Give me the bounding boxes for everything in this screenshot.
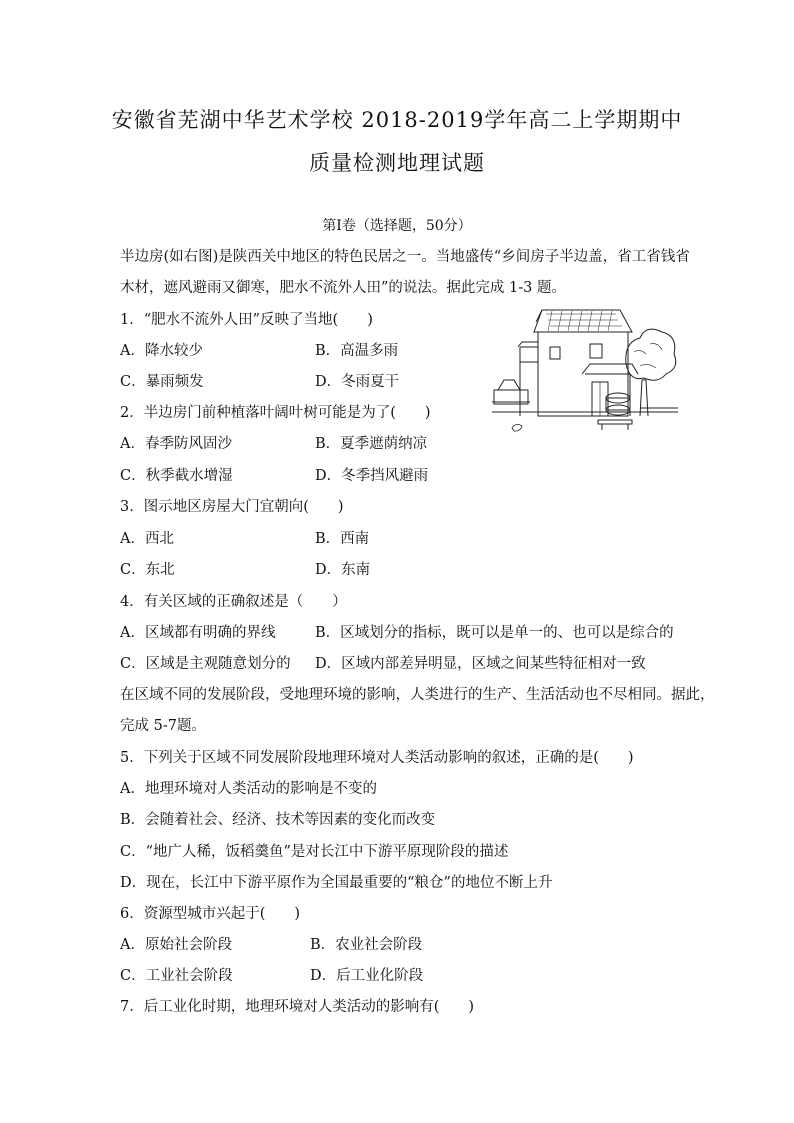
option-b: B．区域划分的指标，既可以是单一的、也可以是综合的: [315, 625, 674, 641]
option-a: A．西北: [120, 531, 174, 547]
option-c: C．“地广人稀，饭稻羹鱼”是对长江中下游平原现阶段的描述: [120, 844, 509, 860]
option-c: C．工业社会阶段: [120, 968, 233, 984]
option-a: A．降水较少: [120, 343, 203, 359]
option-a: A．地理环境对人类活动的影响是不变的: [120, 781, 377, 797]
question-stem: 7．后工业化时期，地理环境对人类活动的影响有( ): [120, 999, 475, 1015]
option-d: D．后工业化阶段: [310, 968, 424, 984]
option-a: A．春季防风固沙: [120, 436, 232, 452]
question-stem: 6．资源型城市兴起于( ): [120, 906, 301, 922]
option-b: B．夏季遮荫纳凉: [315, 436, 428, 452]
page-title-line-1: 安徽省芜湖中华艺术学校 2018-2019学年高二上学期期中: [111, 108, 683, 132]
option-c: C．东北: [120, 562, 175, 578]
intro-line: 在区域不同的发展阶段，受地理环境的影响，人类进行的生产、生活活动也不尽相同。据此，: [120, 687, 715, 703]
option-d: D．东南: [315, 562, 371, 578]
option-d: D．现在，长江中下游平原作为全国最重要的“粮仓”的地位不断上升: [120, 875, 553, 891]
question-stem: 1．“肥水不流外人田”反映了当地( ): [120, 312, 373, 328]
intro-line: 完成 5-7题。: [120, 718, 206, 734]
option-b: B．会随着社会、经济、技术等因素的变化而改变: [120, 812, 436, 828]
option-b: B．高温多雨: [315, 343, 399, 359]
question-stem: 4．有关区域的正确叙述是（ ）: [120, 594, 347, 610]
half-side-house-illustration: [490, 302, 680, 438]
question-stem: 2．半边房门前种植落叶阔叶树可能是为了( ): [120, 405, 431, 421]
option-c: C．秋季截水增湿: [120, 468, 233, 484]
option-b: B．农业社会阶段: [310, 937, 423, 953]
option-d: D．冬雨夏干: [315, 374, 400, 390]
section-heading: 第Ⅰ卷（选择题，50分）: [322, 218, 472, 234]
option-b: B．西南: [315, 531, 370, 547]
option-c: C．区域是主观随意划分的: [120, 656, 291, 672]
option-d: D．区域内部差异明显，区域之间某些特征相对一致: [315, 656, 646, 672]
question-stem: 5．下列关于区域不同发展阶段地理环境对人类活动影响的叙述，正确的是( ): [120, 750, 634, 766]
option-c: C．暴雨频发: [120, 374, 204, 390]
intro-line: 半边房(如右图)是陕西关中地区的特色民居之一。当地盛传“乡间房子半边盖，省工省钱省: [120, 249, 690, 265]
question-stem: 3．图示地区房屋大门宜朝向( ): [120, 499, 344, 515]
option-a: A．原始社会阶段: [120, 937, 232, 953]
page-title-line-2: 质量检测地理试题: [309, 151, 485, 175]
intro-line: 木材，遮风避雨又御寒，肥水不流外人田”的说法。据此完成 1-3 题。: [120, 280, 566, 296]
option-d: D．冬季挡风避雨: [315, 468, 429, 484]
option-a: A．区域都有明确的界线: [120, 625, 276, 641]
